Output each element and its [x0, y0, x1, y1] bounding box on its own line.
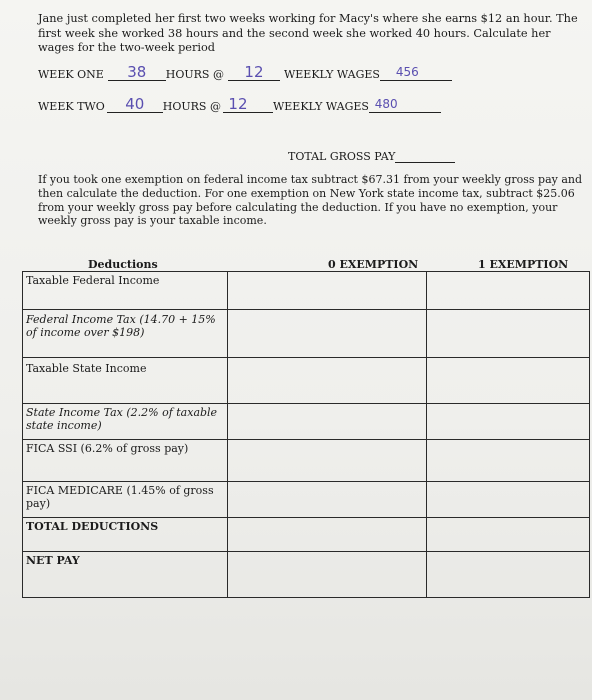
week-one-wages-label: WEEKLY WAGES: [283, 68, 380, 81]
table-row-fica-ssi: [23, 440, 590, 482]
deductions-column-header: Deductions: [88, 258, 158, 271]
week-two-hours-value: 40: [125, 95, 145, 113]
taxable-state-one-cell[interactable]: [427, 358, 590, 404]
week-two-wages-field[interactable]: [369, 98, 441, 113]
fica-medicare-zero-cell[interactable]: [227, 482, 427, 518]
week-two-label: WEEK TWO: [38, 100, 105, 113]
federal-tax-zero-cell[interactable]: [227, 310, 427, 358]
fica-ssi-one-cell[interactable]: [427, 440, 590, 482]
taxable-federal-zero-cell[interactable]: [227, 272, 427, 310]
table-row-fica-medicare: [23, 482, 590, 518]
net-pay-one-cell[interactable]: [427, 552, 590, 598]
problem-statement: Jane just completed her first two weeks working for Macy's where she earns $12 an hour. The first week she worked 38 hours and the second week she worked 40 hours. Calculate her wages for the two-week period: [38, 12, 578, 54]
total-deductions-one-cell[interactable]: [427, 518, 590, 552]
deductions-table: [22, 271, 590, 598]
week-two-hours-field[interactable]: [107, 95, 163, 113]
federal-tax-label: Federal Income Tax (14.70 + 15% of income over $198): [23, 310, 228, 358]
state-tax-zero-cell[interactable]: [227, 404, 427, 440]
total-deductions-zero-cell[interactable]: [227, 518, 427, 552]
federal-tax-one-cell[interactable]: [427, 310, 590, 358]
week-one-rate-field[interactable]: [228, 63, 280, 81]
taxable-state-label: Taxable State Income: [23, 358, 228, 404]
state-tax-one-cell[interactable]: [427, 404, 590, 440]
week-one-wages-value: 456: [395, 65, 419, 79]
table-row-net-pay: [23, 552, 590, 598]
state-tax-label: State Income Tax (2.2% of taxable state income): [23, 404, 228, 440]
total-gross-field[interactable]: [395, 148, 455, 163]
week-one-row: [38, 63, 452, 81]
total-deductions-label: TOTAL DEDUCTIONS: [23, 518, 228, 552]
week-one-hours-value: 38: [127, 63, 147, 81]
table-row-taxable-state: [23, 358, 590, 404]
table-row-total-deductions: [23, 518, 590, 552]
fica-medicare-one-cell[interactable]: [427, 482, 590, 518]
net-pay-zero-cell[interactable]: [227, 552, 427, 598]
zero-exemption-column-header: 0 EXEMPTION: [328, 258, 419, 271]
week-two-rate-field[interactable]: [223, 95, 273, 113]
taxable-federal-label: Taxable Federal Income: [23, 272, 228, 310]
fica-medicare-label: FICA MEDICARE (1.45% of gross pay): [23, 482, 228, 518]
total-gross-label: TOTAL GROSS PAY: [288, 150, 396, 163]
table-row-federal-tax: [23, 310, 590, 358]
fica-ssi-label: FICA SSI (6.2% of gross pay): [23, 440, 228, 482]
table-row-taxable-federal: [23, 272, 590, 310]
fica-ssi-zero-cell[interactable]: [227, 440, 427, 482]
total-gross-row: [288, 148, 455, 163]
table-row-state-tax: [23, 404, 590, 440]
one-exemption-column-header: 1 EXEMPTION: [478, 258, 569, 271]
week-one-hours-field[interactable]: [108, 63, 166, 81]
week-two-wages-label: WEEKLY WAGES: [272, 100, 369, 113]
week-one-label: WEEK ONE: [38, 68, 104, 81]
exemption-instructions: If you took one exemption on federal income tax subtract $67.31 from your weekly gross pay and then calculate the deduction. For one exemption on New York state income tax, subtract $25.06 from your weekly gross pay before calculating the deduction. If you have no exemption, your weekly gross pay is your taxable income.: [38, 173, 583, 228]
taxable-state-zero-cell[interactable]: [227, 358, 427, 404]
week-one-hours-label: HOURS @: [165, 68, 224, 81]
taxable-federal-one-cell[interactable]: [427, 272, 590, 310]
week-one-rate-value: 12: [244, 63, 264, 81]
week-two-rate-value: 12: [228, 95, 248, 113]
week-two-row: [38, 95, 441, 113]
week-two-hours-label: HOURS @: [162, 100, 221, 113]
week-two-wages-value: 480: [374, 97, 398, 111]
net-pay-label: NET PAY: [23, 552, 228, 598]
week-one-wages-field[interactable]: [380, 66, 452, 81]
